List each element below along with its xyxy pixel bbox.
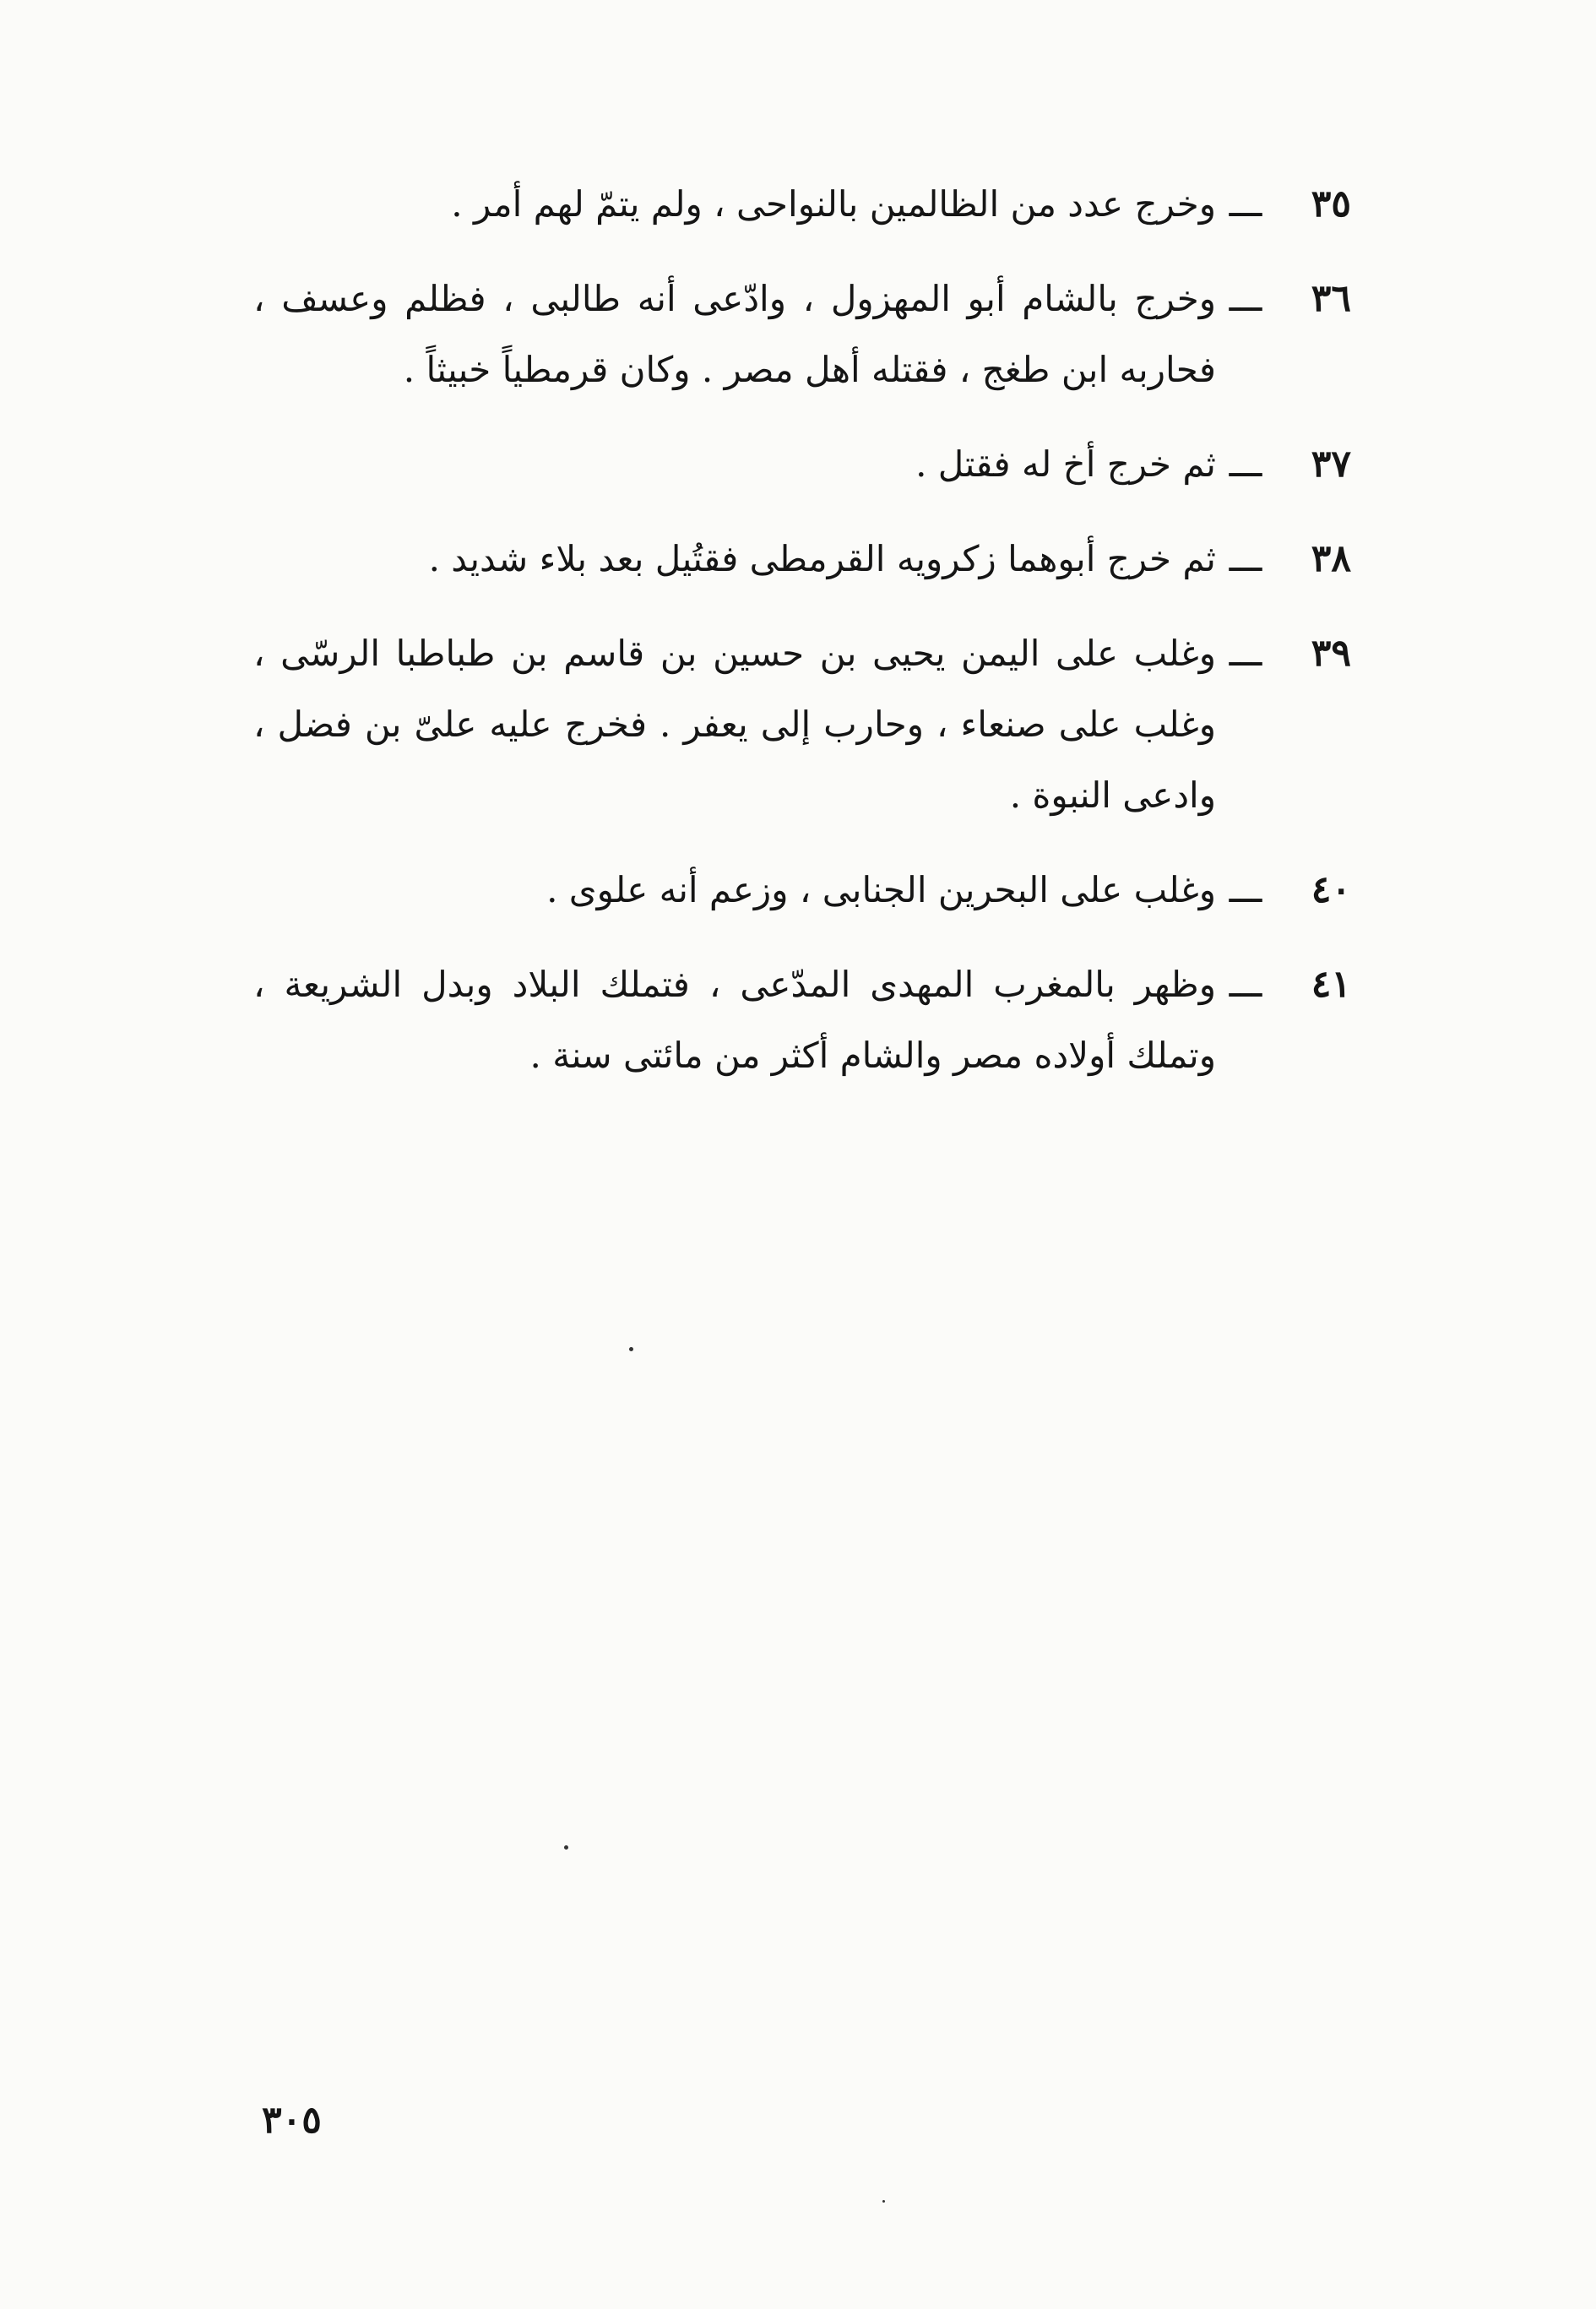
entry-number: ٣٥ <box>1311 182 1351 225</box>
entry-text: وظهر بالمغرب المهدى المدّعى ، فتملك البلاد وبدل الشريعة ، وتملك أولاده مصر والشام أكثر من مائتى سنة . <box>253 964 1216 1076</box>
list-item <box>253 263 1351 405</box>
entry-number: ٣٨ <box>1311 537 1351 580</box>
entry-number: ٣٧ <box>1311 443 1351 486</box>
entry-dash: ـــ <box>1229 443 1262 486</box>
entry-text: وغلب على البحرين الجنابى ، وزعم أنه علوى . <box>546 869 1216 910</box>
entry-list <box>253 169 1351 1115</box>
entry-number: ٤١ <box>1311 963 1351 1006</box>
entry-dash: ـــ <box>1229 277 1262 320</box>
entry-dash: ـــ <box>1229 963 1262 1006</box>
entry-text: وغلب على اليمن يحيى بن حسين بن قاسم بن طباطبا الرسّى ، وغلب على صنعاء ، وحارب إلى يعفر . فخرج عليه علىّ بن فضل ، وادعى النبوة . <box>253 633 1216 816</box>
entry-text: ثم خرج أخ له فقتل . <box>915 443 1216 485</box>
entry-text: وخرج بالشام أبو المهزول ، وادّعى أنه طالبى ، فظلم وعسف ، فحاربه ابن طغج ، فقتله أهل مصر . وكان قرمطياً خبيثاً . <box>253 278 1216 390</box>
list-item <box>253 169 1351 240</box>
list-item <box>253 618 1351 831</box>
entry-dash: ـــ <box>1229 868 1262 911</box>
page-number: ٣٠٥ <box>262 2099 322 2142</box>
list-item <box>253 855 1351 926</box>
list-item <box>253 524 1351 595</box>
list-item <box>253 949 1351 1091</box>
entry-dash: ـــ <box>1229 182 1262 225</box>
ink-speck <box>564 1845 568 1850</box>
entry-dash: ـــ <box>1229 632 1262 675</box>
list-item <box>253 429 1351 500</box>
entry-number: ٣٩ <box>1311 632 1351 675</box>
entry-number: ٤٠ <box>1311 868 1351 911</box>
entry-text: ثم خرج أبوهما زكرويه القرمطى فقتُيل بعد بلاء شديد . <box>428 538 1216 579</box>
ink-speck <box>629 1347 633 1351</box>
entry-dash: ـــ <box>1229 537 1262 580</box>
entry-text: وخرج عدد من الظالمين بالنواحى ، ولم يتمّ لهم أمر . <box>451 183 1216 225</box>
entry-number: ٣٦ <box>1311 277 1351 320</box>
ink-speck <box>882 2200 885 2203</box>
